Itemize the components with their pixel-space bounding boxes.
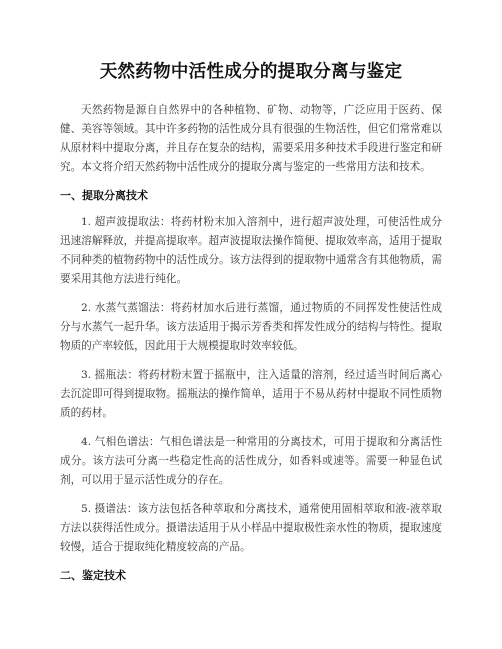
extraction-item-shake-flask: 3. 摇瓶法：将药材粉末置于摇瓶中，注入适量的溶剂，经过适当时间后离心去沉淀即可得到提取物。摇瓶法的操作简单，适用于不易从药材中提取不同性质物质的药材。 [60, 369, 442, 419]
document-title: 天然药物中活性成分的提取分离与鉴定 [99, 62, 403, 82]
section-heading-identification: 二、鉴定技术 [60, 569, 126, 582]
section-heading-extraction: 一、提取分离技术 [60, 189, 148, 202]
extraction-item-gas-chromatography: 4. 气相色谱法：气相色谱法是一种常用的分离技术，可用于提取和分离活性成分。该方法可分离一些稳定性高的活性成分，如香料或速等。需要一种显色试剂，可以用于显示活性成分的存在。 [60, 436, 442, 486]
extraction-item-spectroscopy: 5. 摄谱法：该方法包括各种萃取和分离技术，通常使用固相萃取和液-液萃取方法以获得活性成分。摄谱法适用于从小样品中提取极性亲水性的物质，提取速度较慢，适合于提取纯化精度较高的产品。 [60, 503, 442, 553]
intro-paragraph: 天然药物是源自自然界中的各种植物、矿物、动物等，广泛应用于医药、保健、美容等领域。其中许多药物的活性成分具有很强的生物活性，但它们常常难以从原材料中提取分离，并且存在复杂的结构，需要采用多种技术手段进行鉴定和研究。本文将介绍天然药物中活性成分的提取分离与鉴定的一些常用方法和技术。 [60, 104, 442, 173]
extraction-item-ultrasonic: 1. 超声波提取法：将药材粉末加入溶剂中，进行超声波处理，可使活性成分迅速溶解释放，并提高提取率。超声波提取法操作简便、提取效率高，适用于提取不同种类的植物药物中的活性成分。该方法得到的提取物中通常含有其他物质，需要采用其他方法进行纯化。 [60, 216, 442, 285]
extraction-item-steam-distillation: 2. 水蒸气蒸馏法：将药材加水后进行蒸馏，通过物质的不同挥发性使活性成分与水蒸气一起升华。该方法适用于揭示芳香类和挥发性成分的结构与特性。提取物质的产率较低，因此用于大规模提取时效率较低。 [60, 302, 442, 352]
